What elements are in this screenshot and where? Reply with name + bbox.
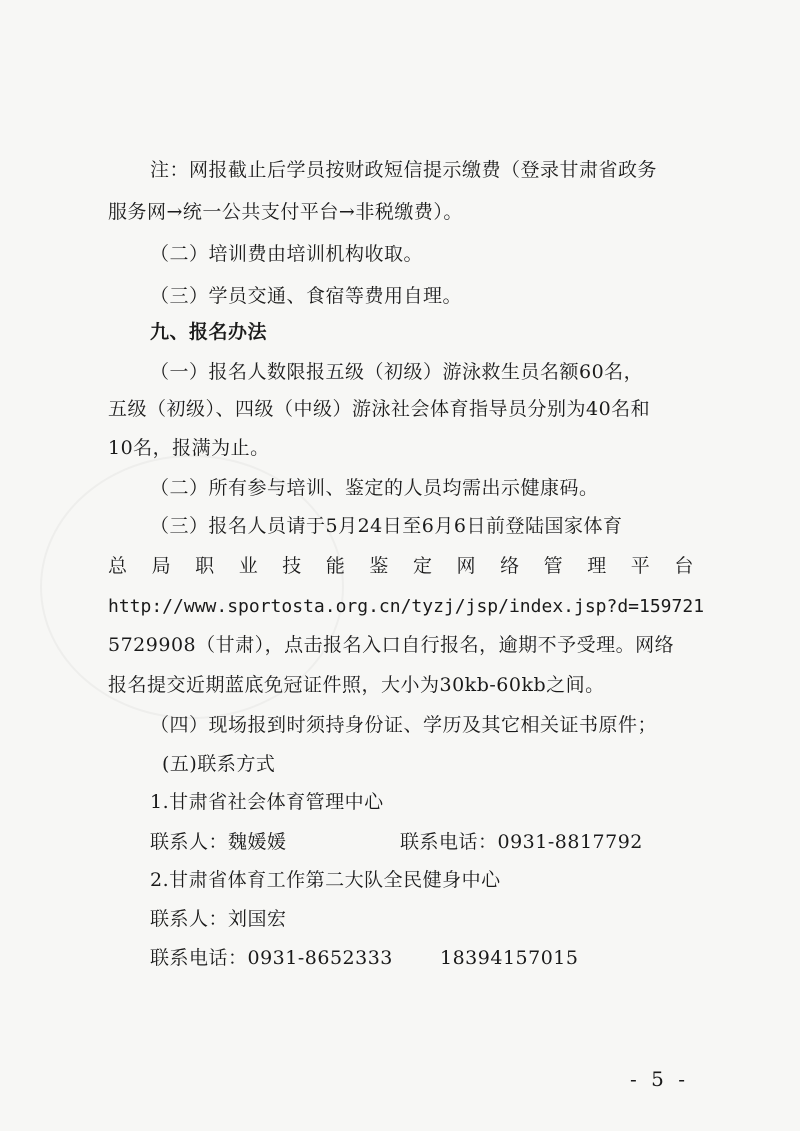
justified-char: 总 [108, 555, 128, 577]
contact1-phone: 联系电话：0931-8817792 [400, 831, 643, 853]
note-line-2: 服务网→统一公共支付平台→非税缴费）。 [108, 201, 463, 223]
section-heading: 九、报名办法 [150, 321, 268, 343]
justified-char: 络 [500, 555, 520, 577]
item3-line-5: 报名提交近期蓝底免冠证件照，大小为30kb-60kb之间。 [108, 674, 605, 696]
contact2-org: 2.甘肃省体育工作第二大队全民健身中心 [150, 869, 501, 891]
page-number: - 5 - [630, 1067, 689, 1091]
item5-heading: (五)联系方式 [162, 753, 276, 775]
item2-line: （二）所有参与培训、鉴定的人员均需出示健康码。 [150, 477, 599, 499]
contact1-org: 1.甘肃省社会体育管理中心 [150, 791, 384, 813]
item1-line-3: 10名，报满为止。 [108, 437, 270, 459]
justified-char: 理 [587, 555, 607, 577]
fee-item-training: （二）培训费由培训机构收取。 [150, 243, 424, 265]
note-line-1: 注：网报截止后学员按财政短信提示缴费（登录甘肃省政务 [150, 159, 658, 181]
item1-line-2: 五级（初级）、四级（中级）游泳社会体育指导员分别为40名和 [108, 398, 651, 420]
justified-char: 定 [412, 555, 433, 577]
fee-item-travel: （三）学员交通、食宿等费用自理。 [150, 285, 463, 307]
justified-char: 平 [630, 555, 651, 577]
contact2-phone: 联系电话：0931-8652333 [150, 947, 393, 969]
justified-char: 职 [195, 555, 215, 577]
item3-line-2-justified [108, 554, 694, 578]
contact2-person: 联系人：刘国宏 [150, 908, 287, 930]
justified-char: 业 [238, 555, 259, 577]
justified-char: 管 [543, 555, 564, 577]
item3-line-4: 5729908（甘肃），点击报名入口自行报名，逾期不予受理。网络 [108, 634, 675, 656]
justified-char: 台 [674, 555, 694, 577]
justified-char: 技 [282, 555, 302, 577]
justified-char: 局 [151, 555, 172, 577]
contact1-person: 联系人：魏媛媛 [150, 831, 287, 853]
justified-char: 鉴 [369, 555, 389, 577]
registration-url: http://www.sportosta.org.cn/tyzj/jsp/index.jsp?d=159721 [108, 596, 705, 617]
justified-char: 能 [325, 555, 346, 577]
contact2-mobile: 18394157015 [440, 947, 579, 969]
item1-line-1: （一）报名人数限报五级（初级）游泳救生员名额60名， [150, 361, 644, 383]
item3-line-1: （三）报名人员请于5月24日至6月6日前登陆国家体育 [150, 515, 623, 537]
justified-char: 网 [456, 555, 477, 577]
item4-line: （四）现场报到时须持身份证、学历及其它相关证书原件； [150, 714, 658, 736]
